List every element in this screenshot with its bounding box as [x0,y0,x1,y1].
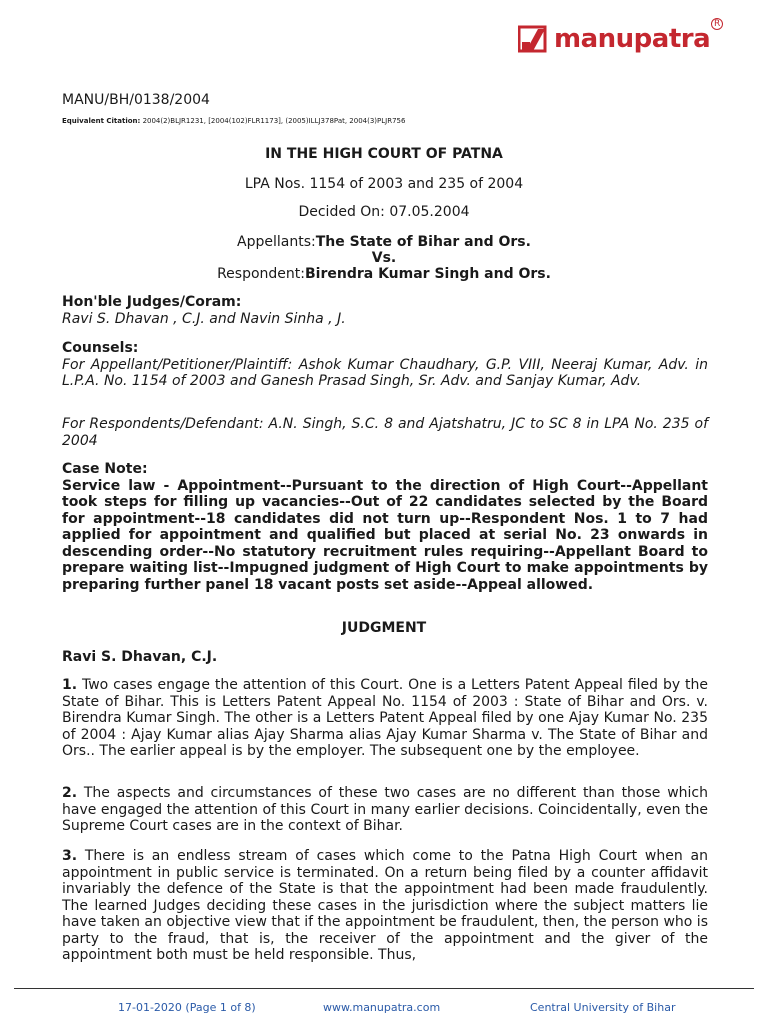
paragraph-text: There is an endless stream of cases which come to the Patna High Court when an appointment in public service is terminated. On a return being filed by a counter affidavit invariably the defence of the State is that the appointment had been made fraudulently. The learned Judges deciding these cases in the jurisdiction where the subject matters lie have taken an objective view that if the appointment be fraudulent, then, the person who is party to the fraud, that is, the receiver of the appointment and the giver of the appointment both must be held responsible. Thus, [62,848,708,963]
paragraph-number: 2. [62,785,78,801]
case-note-text: Service law - Appointment--Pursuant to the direction of High Court--Appellant took steps for filling up vacancies--Out of 22 candidates selected by the Board for appointment--18 candidates did not turn up--Respondent Nos. 1 to 7 had applied for appointment and qualified but placed at serial No. 23 onwards in descending order--No statutory recruitment rules requiring--Appellant Board to prepare waiting list--Impugned judgment of High Court to make appointments by preparing further panel 18 vacant posts set aside--Appeal allowed. [62,477,708,593]
judges-section [62,294,708,327]
judgment-heading: JUDGMENT [341,620,427,636]
manupatra-logo [518,19,721,56]
footer-site-link[interactable]: www.manupatra.com [323,1001,441,1014]
paragraph-number: 3. [62,848,78,864]
footer-date: 17-01-2020 (Page 1 of 8) [118,1001,256,1014]
judge-name: Ravi S. Dhavan, C.J. [62,649,218,665]
equivalent-citation [62,117,405,126]
paragraph-3 [62,848,708,964]
paragraph-2 [62,785,708,835]
respondent-label: Respondent: [217,266,305,282]
appellants-value: The State of Bihar and Ors. [315,234,531,250]
footer-divider [14,988,754,989]
counsel-appellant: For Appellant/Petitioner/Plaintiff: Ashok Kumar Chaudhary, G.P. VIII, Neeraj Kumar, Adv. in L.P.A. No. 1154 of 2003 and Ganesh Prasad Singh, Sr. Adv. and Sanjay Kumar, Adv. [62,356,708,389]
judges-heading: Hon'ble Judges/Coram: [62,294,242,310]
paragraph-text: Two cases engage the attention of this Court. One is a Letters Patent Appeal filed by the State of Bihar. This is Letters Patent Appeal No. 1154 of 2003 : State of Bihar and Ors. v. Birendra Kumar Singh. The other is a Letters Patent Appeal filed by one Ajay Kumar No. 235 of 2004 : Ajay Kumar alias Ajay Sharma alias Ajay Kumar Sharma v. The State of Bihar and Ors.. The earlier appeal is by the employer. The subsequent one by the employee. [62,677,708,759]
case-note-section [62,461,708,593]
manupatra-logo-text: manupatra [554,24,711,54]
decided-on: Decided On: 07.05.2004 [298,204,470,220]
equivalent-citation-label: Equivalent Citation: [62,117,141,125]
case-note-heading: Case Note: [62,461,148,477]
paragraph-number: 1. [62,677,78,693]
registered-mark: R [711,18,723,30]
respondent-line [0,265,768,283]
appellants-label: Appellants: [237,234,316,250]
counsels-section [62,340,708,390]
citation-id: MANU/BH/0138/2004 [62,92,210,108]
judges-names: Ravi S. Dhavan , C.J. and Navin Sinha , J. [62,310,346,327]
manupatra-logo-icon [518,24,548,54]
counsel-respondent: For Respondents/Defendant: A.N. Singh, S.C. 8 and Ajatshatru, JC to SC 8 in LPA No. 235 of 2004 [62,416,708,449]
versus: Vs. [371,250,397,266]
court-name: IN THE HIGH COURT OF PATNA [265,146,503,162]
paragraph-1 [62,677,708,760]
case-numbers: LPA Nos. 1154 of 2003 and 235 of 2004 [244,176,524,192]
footer-org: Central University of Bihar [530,1001,676,1014]
equivalent-citation-value: 2004(2)BLJR1231, [2004(102)FLR1173], (2005)ILLJ378Pat, 2004(3)PLJR756 [142,117,406,125]
paragraph-text: The aspects and circumstances of these two cases are no different than those which have engaged the attention of this Court in many earlier decisions. Coincidentally, even the Supreme Court cases are in the context of Bihar. [62,785,708,834]
respondent-value: Birendra Kumar Singh and Ors. [304,266,551,282]
counsels-heading: Counsels: [62,340,139,356]
